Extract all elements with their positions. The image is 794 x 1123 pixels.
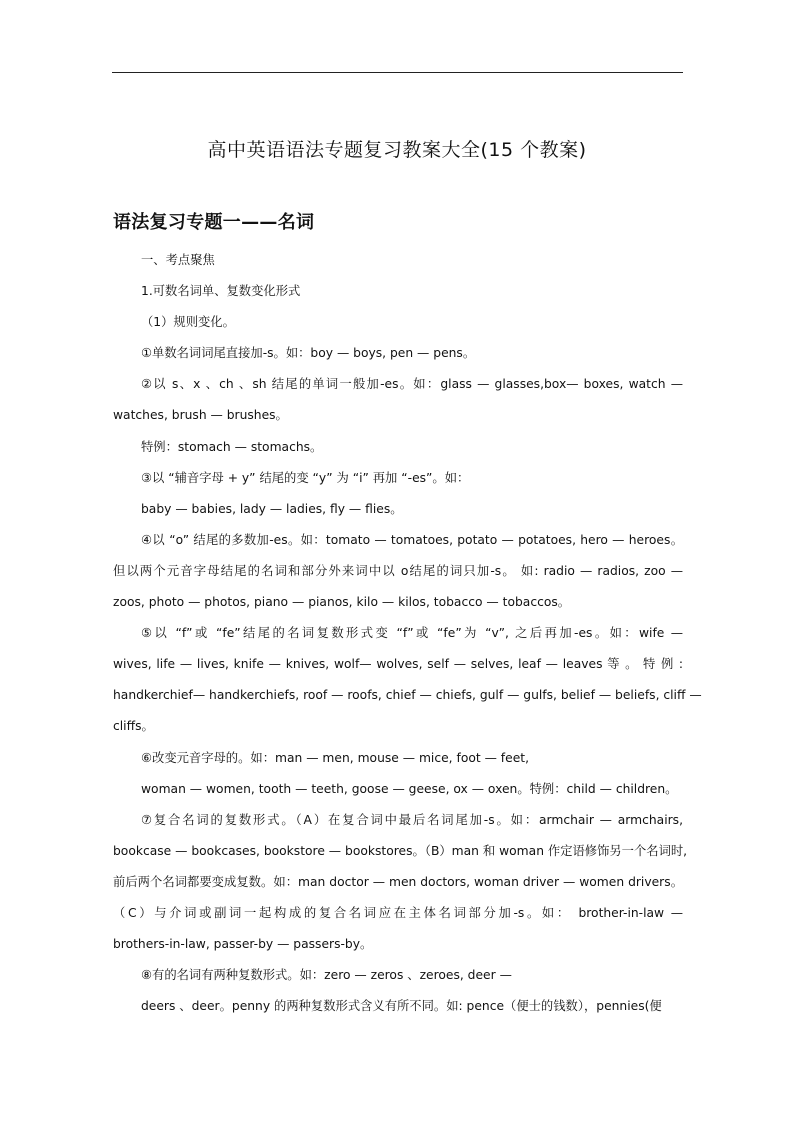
paragraph-line: ①单数名词词尾直接加-s。如：boy — boys, pen — pens。 [141,346,476,361]
paragraph-line: ②以 s、x 、ch 、sh 结尾的单词一般加-es。如：glass — glasses,box— boxes, watch — [141,377,683,392]
paragraph-line: ⑦复合名词的复数形式。（A）在复合词中最后名词尾加-s。如：armchair — armchairs, [141,812,683,827]
body-text [113,245,702,1022]
document-title: 高中英语语法专题复习教案大全(15 个教案) [207,139,587,161]
paragraph-line: 但以两个元音字母结尾的名词和部分外来词中以 o结尾的词只加-s。 如: radio — radios, zoo — [113,563,683,578]
paragraph-line: bookcase — bookcases, bookstore — bookstores。（B）man 和 woman 作定语修饰另一个名词时, [113,843,688,858]
paragraph-line: ⑤以 “f”或 “fe”结尾的名词复数形式变 “f”或 “fe”为 “v”, 之后再加-es。如：wife — [141,626,683,641]
paragraph-line: 前后两个名词都要变成复数。如：man doctor — men doctors, woman driver — women drivers。 [113,874,683,889]
paragraph-line: （1）规则变化。 [141,315,235,330]
paragraph-line: watches, brush — brushes。 [113,408,288,423]
paragraph-line: wives, life — lives, knife — knives, wolf— wolves, self — selves, leaf — leaves 等 。 特 例 : [113,657,683,672]
paragraph-line: baby — babies, lady — ladies, fly — flies。 [141,501,403,516]
paragraph-line: handkerchief— handkerchiefs, roof — roofs, chief — chiefs, gulf — gulfs, belief — beliefs, cliff — [113,688,702,703]
paragraph-line: woman — women, tooth — teeth, goose — geese, ox — oxen。特例：child — children。 [141,781,678,796]
paragraph-line: 一、考点聚焦 [141,253,215,267]
paragraph-line: （C）与介词或副词一起构成的复合名词应在主体名词部分加-s。如： brother-in-law — [113,905,683,920]
paragraph-line: ③以 “辅音字母 + y” 结尾的变 “y” 为 “i” 再加 “-es”。如： [141,470,470,485]
section-heading: 语法复习专题一——名词 [113,212,315,233]
paragraph-line: cliffs。 [113,719,154,734]
paragraph-line: ⑥改变元音字母的。如：man — men, mouse — mice, foot — feet, [141,750,529,765]
paragraph-line: deers 、deer。penny 的两种复数形式含义有所不同。如: pence（便士的钱数），pennies(便 [141,999,662,1014]
paragraph-line: ⑧有的名词有两种复数形式。如：zero — zeros 、zeroes, deer — [141,968,512,983]
header-rule [112,72,683,73]
paragraph-line: 1.可数名词单、复数变化形式 [141,284,301,299]
paragraph-line: brothers-in-law, passer-by — passers-by。 [113,937,373,952]
paragraph-line: ④以 “o” 结尾的多数加-es。如：tomato — tomatoes, potato — potatoes, hero — heroes。 [141,532,683,547]
paragraph-line: zoos, photo — photos, piano — pianos, kilo — kilos, tobacco — tobaccos。 [113,595,571,610]
paragraph-line: 特例：stomach — stomachs。 [141,439,323,454]
